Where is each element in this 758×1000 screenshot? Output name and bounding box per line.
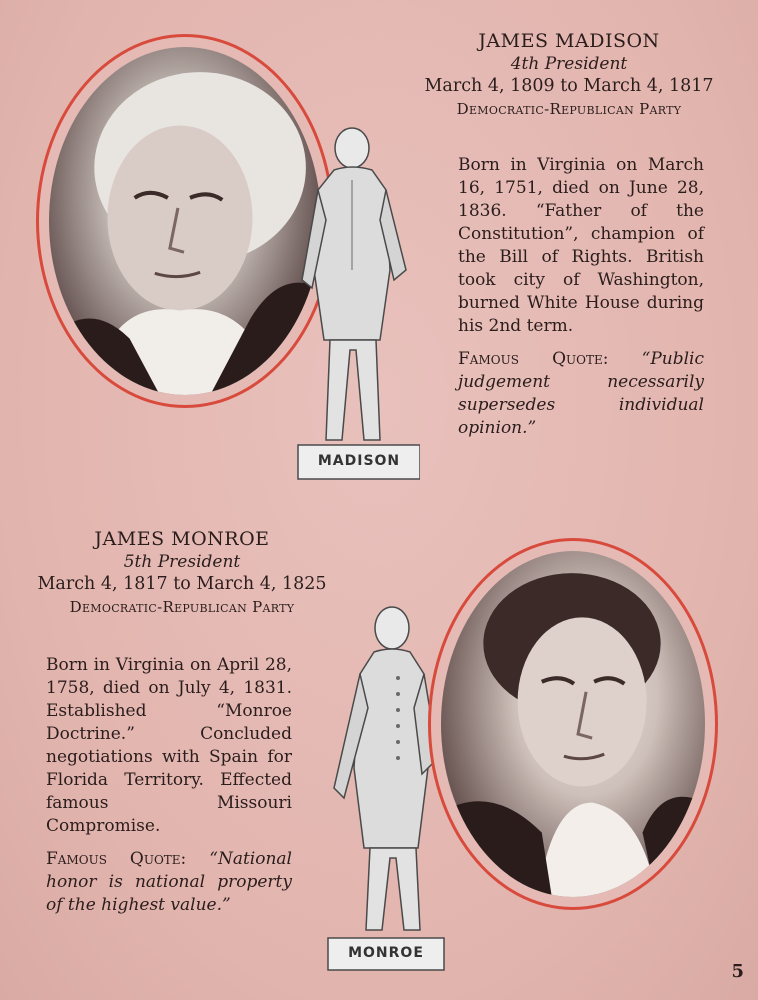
- page-number: 5: [731, 961, 744, 982]
- monroe-term: March 4, 1817 to March 4, 1825: [37, 574, 327, 594]
- madison-statue-label: MADISON: [317, 453, 401, 469]
- madison-statue: [290, 120, 420, 482]
- madison-term: March 4, 1809 to March 4, 1817: [424, 76, 714, 96]
- monroe-statue-label: MONROE: [348, 945, 424, 961]
- monroe-quote-label: Famous Quote:: [46, 849, 187, 869]
- madison-name: JAMES MADISON: [478, 30, 660, 52]
- monroe-bio-text: Born in Virginia on April 28, 1758, died on July 4, 1831. Established “Monroe Doctrine.” Concluded negotiations with Spain for Florida Territory. Effected famous Missouri Compromise.: [46, 655, 292, 836]
- monroe-quote: [46, 848, 292, 917]
- monroe-header: [22, 528, 342, 616]
- madison-header: [400, 30, 738, 118]
- madison-quote-label: Famous Quote:: [458, 349, 609, 369]
- monroe-name: JAMES MONROE: [94, 528, 270, 550]
- madison-quote: [458, 348, 704, 440]
- madison-portrait-image: [49, 47, 321, 395]
- monroe-ordinal: 5th President: [123, 552, 241, 572]
- madison-party: Democratic-Republican Party: [456, 100, 682, 118]
- monroe-statue: [318, 598, 448, 972]
- monroe-biography: [46, 654, 292, 917]
- monroe-party: Democratic-Republican Party: [69, 598, 295, 616]
- madison-biography: [458, 154, 704, 440]
- monroe-portrait-image: [441, 551, 705, 897]
- madison-quote-text: “Public judgement necessarily supersedes individual opinion.”: [458, 349, 704, 438]
- madison-bio-text: Born in Virginia on March 16, 1751, died on June 28, 1836. “Father of the Constitution”, champion of the Bill of Rights. British took city of Washington, burned White House during his 2nd term.: [458, 155, 704, 336]
- monroe-portrait: [428, 538, 718, 910]
- madison-ordinal: 4th President: [510, 54, 628, 74]
- monroe-quote-text: “National honor is national property of the highest value.”: [46, 849, 292, 915]
